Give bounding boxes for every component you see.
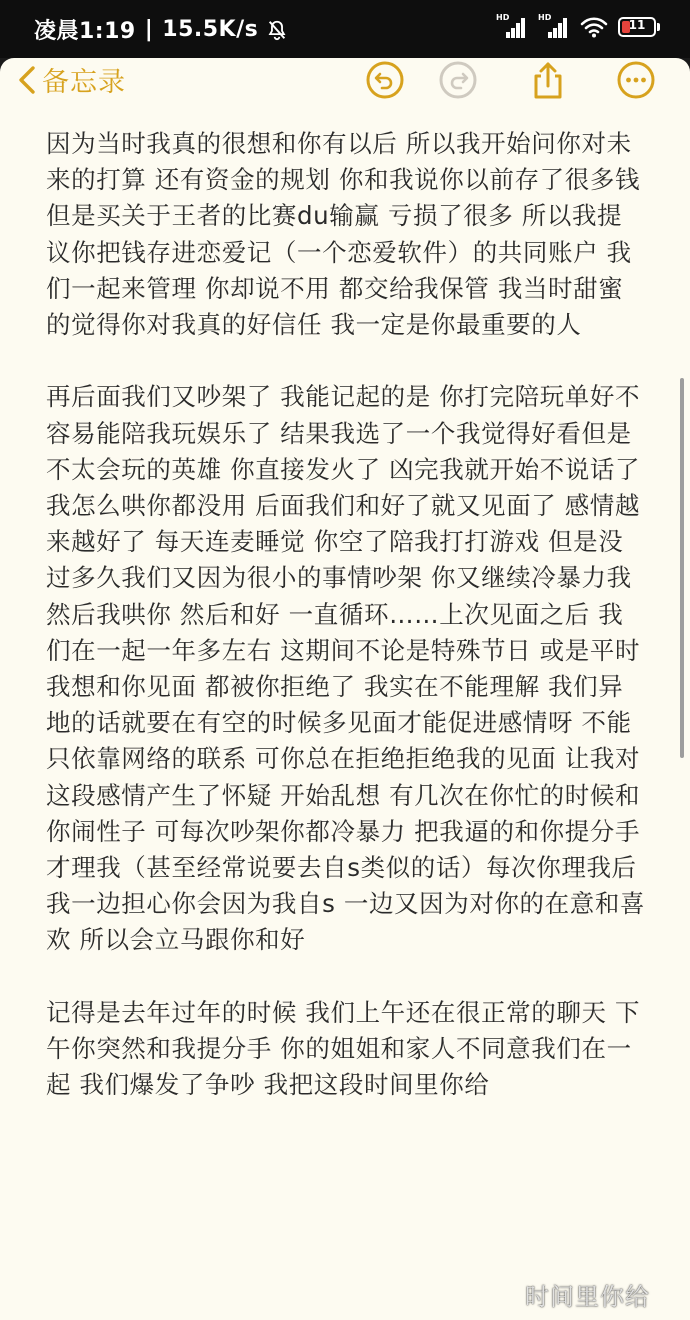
back-button[interactable] [18, 60, 126, 99]
status-left [34, 14, 288, 45]
network-speed: 15.5K/s [162, 17, 259, 42]
undo-icon[interactable] [365, 60, 405, 100]
note-body[interactable] [46, 126, 646, 1140]
battery-icon [618, 17, 656, 37]
battery-level: 11 [628, 18, 646, 32]
signal-strength-icon [496, 13, 528, 38]
signal-hd-label: HD [496, 13, 510, 22]
status-bar [0, 0, 690, 58]
note-paragraph: 记得是去年过年的时候 我们上午还在很正常的聊天 下午你突然和我提分手 你的姐姐和家人不同意我们在一起 我们爆发了争吵 我把这段时间里你给 [46, 997, 641, 1100]
more-icon[interactable] [616, 60, 656, 100]
back-label: 备忘录 [42, 67, 126, 98]
bell-slash-icon [266, 19, 288, 41]
toolbar [0, 58, 690, 108]
scrollbar[interactable] [680, 378, 684, 758]
watermark: 时间里你给 [525, 1283, 650, 1311]
redo-icon[interactable] [438, 60, 478, 100]
status-right [496, 13, 656, 38]
signal-strength-icon [538, 13, 570, 38]
notes-page [0, 58, 690, 1320]
signal-hd-label: HD [538, 13, 552, 22]
wifi-icon [580, 16, 608, 38]
status-time: 凌晨1:19 [34, 19, 136, 44]
note-paragraph: 因为当时我真的很想和你有以后 所以我开始问你对未来的打算 还有资金的规划 你和我说你以前存了很多钱 但是买关于王者的比赛du输赢 亏损了很多 所以我提议你把钱存进恋爱记（一个恋爱软件）的共同账户 我们一起来管理 你却说不用 都交给我保管 我当时甜蜜的觉得你对我真的好信任 我一定是你最重要的人 [46, 129, 641, 340]
note-paragraph: 再后面我们又吵架了 我能记起的是 你打完陪玩单好不容易能陪我玩娱乐了 结果我选了一个我觉得好看但是不太会玩的英雄 你直接发火了 凶完我就开始不说话了 我怎么哄你都没用 后面我们和好了就又见面了 感情越来越好了 每天连麦睡觉 你空了陪我打打游戏 但是没过多久我们又因为很小的事情吵架 你又继续冷暴力我 然后我哄你 然后和好 一直循环……上次见面之后 我们在一起一年多左右 这期间不论是特殊节日 或是平时 我想和你见面 都被你拒绝了 我实在不能理解 我们异地的话就要在有空的时候多见面才能促进感情呀 不能只依靠网络的联系 可你总在拒绝拒绝我的见面 让我对这段感情产生了怀疑 开始乱想 有几次在你忙的时候和你闹性子 可每次吵架你都冷暴力 把我逼的和你提分手才理我（甚至经常说要去自s类似的话）每次你理我后 我一边担心你会因为我自s 一边又因为对你的在意和喜欢 所以会立马跟你和好 [46, 382, 646, 955]
chevron-left-icon [18, 65, 36, 95]
share-icon[interactable] [528, 60, 568, 100]
status-separator: | [144, 17, 154, 42]
